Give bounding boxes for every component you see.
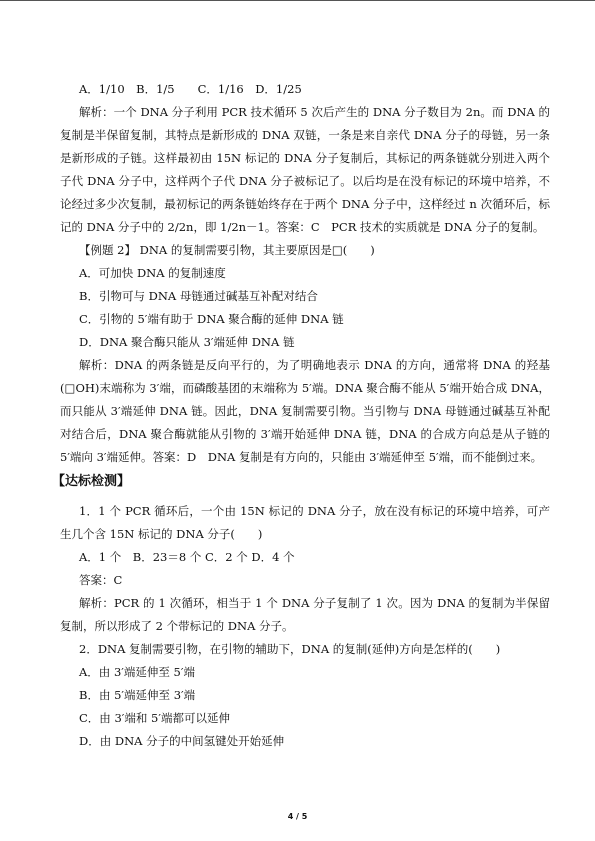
page-number: 4 / 5	[287, 812, 308, 821]
example2-option-d: D．DNA 聚合酶只能从 3′端延伸 DNA 链	[79, 335, 295, 349]
q1-options: A．1 个 B．23＝8 个 C．2 个 D．4 个	[79, 550, 295, 564]
q2-option-a: A．由 3′端延伸至 5′端	[79, 665, 195, 679]
example2-question: 【例题 2】 DNA 的复制需要引物，其主要原因是□( )	[79, 243, 375, 257]
example2-option-c: C．引物的 5′端有助于 DNA 聚合酶的延伸 DNA 链	[79, 312, 344, 326]
q1-question: 1．1 个 PCR 循环后，一个由 15N 标记的 DNA 分子，放在没有标记的环境中培养，可产生几个含 15N 标记的 DNA 分子( )	[60, 504, 550, 541]
q2-option-c: C．由 3′端和 5′端都可以延伸	[79, 711, 230, 725]
section-title: 【达标检测】	[52, 474, 131, 489]
example2-option-a: A．可加快 DNA 的复制速度	[79, 266, 226, 280]
example2-option-b: B．引物可与 DNA 母链通过碱基互补配对结合	[79, 289, 318, 303]
prev-question-options: A．1/10 B．1/5 C．1/16 D．1/25	[79, 82, 302, 96]
q2-option-d: D．由 DNA 分子的中间氢键处开始延伸	[79, 734, 285, 748]
q1-analysis: 解析：PCR 的 1 次循环，相当于 1 个 DNA 分子复制了 1 次。因为 DNA 的复制为半保留复制，所以形成了 2 个带标记的 DNA 分子。	[60, 596, 550, 633]
q2-option-b: B．由 5′端延伸至 3′端	[79, 688, 196, 702]
prev-question-analysis: 解析：一个 DNA 分子利用 PCR 技术循环 5 次后产生的 DNA 分子数目为 2n。而 DNA 的复制是半保留复制，其特点是新形成的 DNA 双链，一条是来自亲代 DNA 分子的母链，另一条是新形成的子链。这样最初由 15N 标记的 DNA 分子复制后，其标记的两条链就分别进入两个子代 DNA 分子中，这样两个子代 DNA 分子被标记了。以后均是在没有标记的环境中培养，不论经过多少次复制，最初标记的两条链始终存在于两个 DNA 分子中，这样经过 n 次循环后，标记的 DNA 分子中的 2/2n，即 1/2n－1。答案：C PCR 技术的实质就是 DNA 分子的复制。	[60, 105, 550, 234]
example2-analysis: 解析：DNA 的两条链是反向平行的，为了明确地表示 DNA 的方向，通常将 DNA 的羟基(□OH)末端称为 3′端，而磷酸基团的末端称为 5′端。DNA 聚合酶不能从 5′端开始合成 DNA，而只能从 3′端延伸 DNA 链。因此，DNA 复制需要引物。当引物与 DNA 母链通过碱基互补配对结合后，DNA 聚合酶就能从引物的 3′端开始延伸 DNA 链，DNA 的合成方向总是从子链的 5′端向 3′端延伸。答案：D DNA 复制是有方向的，只能由 3′端延伸至 5′端，而不能倒过来。	[60, 358, 550, 464]
page-content	[52, 78, 550, 753]
q1-answer: 答案：C	[79, 573, 123, 587]
top-border	[0, 0, 595, 1]
q2-question: 2．DNA 复制需要引物，在引物的辅助下，DNA 的复制(延伸)方向是怎样的( )	[79, 642, 501, 656]
